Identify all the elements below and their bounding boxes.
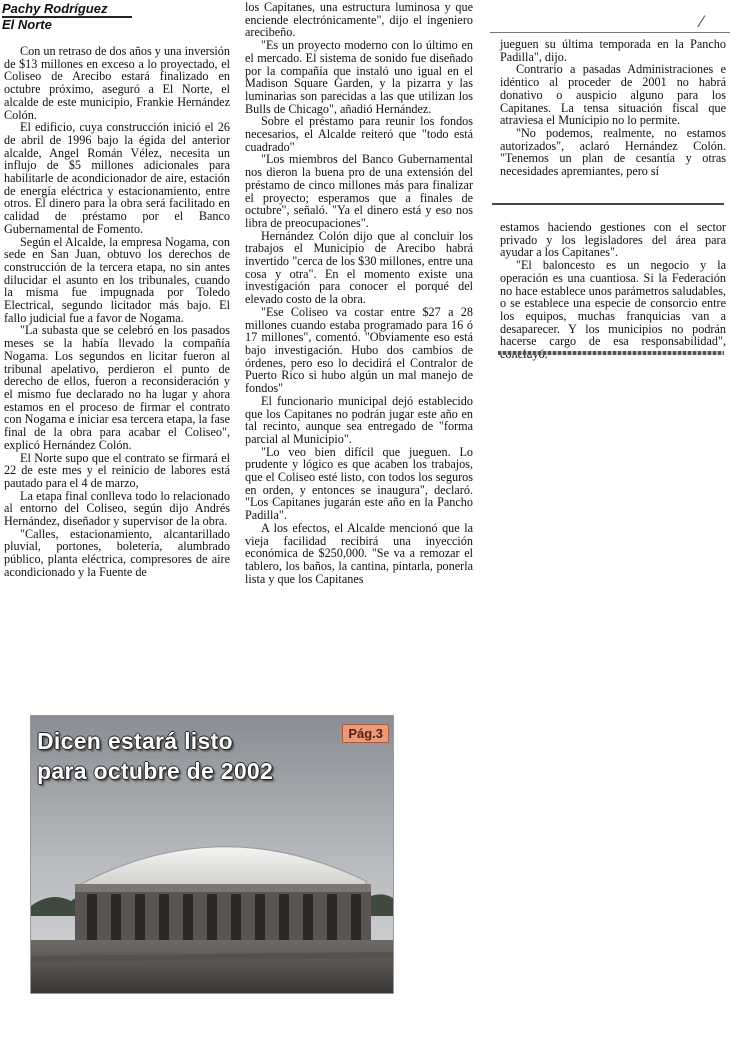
scan-mark: ⁄ — [700, 12, 703, 31]
page-badge: Pág.3 — [342, 724, 389, 743]
headline-line: para octubre de 2002 — [37, 758, 274, 784]
paragraph: estamos haciendo gestiones con el sector privado y los legisladores del área para ayudar a los Capitanes". — [500, 220, 726, 260]
paragraph: El funcionario municipal dejó establecido que los Capitanes no podrán jugar este año en tal recinto, aunque sea entregado de "forma parcial al Municipio". — [245, 393, 473, 446]
paragraph: "Los miembros del Banco Gubernamental nos dieron la buena pro de una extensión del préstamo de cinco millones más para finalizar el proyecto; esperamos que a finales de octubre", señaló. "Ya el dinero está y eso nos libra de preocupaciones". — [245, 152, 473, 230]
paragraph: Contrario a pasadas Administraciones e idéntico al proceder de 2001 no habrá donativo o auspicio alguno para los Capitanes. La tensa situación fiscal que atraviesa el Municipio no lo permite. — [500, 62, 726, 128]
paragraph: A los efectos, el Alcalde mencionó que la vieja facilidad recibirá una inyección económica de $250,000. "Se va a remozar el tablero, los baños, la cantina, pintarla, ponerla lista y que los Capitanes — [245, 520, 473, 586]
paragraph: Hernández Colón dijo que al concluir los trabajos el Municipio de Arecibo habrá invertido "cerca de los $30 millones, entre una cosa y otra". En el momento existe una investigación para conocer el porqué del elevado costo de la obra. — [245, 228, 473, 307]
headline-line: Dicen estará listo — [37, 728, 233, 754]
paragraph: La etapa final conlleva todo lo relacionado al entorno del Coliseo, según dijo Andrés Hernández, diseñador y supervisor de la obra. — [4, 488, 230, 529]
paragraph: "No podemos, realmente, no estamos autorizados", aclaró Hernández Colón. "Tenemos un plan de cesantía y otras necesidades apremiantes, pero sí — [500, 125, 726, 179]
coliseum-photo — [30, 715, 394, 994]
byline-author: Pachy Rodríguez — [2, 2, 132, 18]
paragraph: "La subasta que se celebró en los pasados meses se la había llevado la compañía Nogama. Los segundos en licitar fueron al tribunal apelativo, perdieron el punto de derecho de ellos, fueron a reconsideración y el mismo fue declarado no ha lugar y ahora estamos en el proceso de firmar el contrato con Nogama e iniciar esa tercera etapa, la fase final de la obra para acabar el Coliseo", explicó Hernández Colón. — [4, 323, 230, 452]
paragraph: "Calles, estacionamiento, alcantarillado pluvial, portones, boletería, alumbrado público, planta eléctrica, compresores de aire acondicionado y la Fuente de — [4, 526, 230, 579]
paragraph: "Ese Coliseo va costar entre $27 a 28 millones cuando estaba programado para 16 ó 17 millones", comentó. "Obviamente eso está bajo investigación. Hubo dos cambios de órdenes, pero eso lo decidirá el Contralor de Puerto Rico si hubo algún un mal manejo de fondos" — [245, 304, 473, 396]
clip-top-rule — [490, 32, 730, 33]
paragraph: "El baloncesto es un negocio y la operación es una cuantiosa. Si la Federación no hace establece unos parámetros saludables, o se establece una especie de consorcio entre los equipos, muchas franquicias van a desaparecer. Y los municipios no podrán hacerse cargo de esa responsabilidad", — [500, 258, 726, 349]
article-column-3-bottom — [500, 221, 726, 361]
ground — [31, 940, 393, 993]
byline-publication: El Norte — [2, 18, 132, 34]
byline — [2, 2, 132, 34]
clip-bottom-rule — [498, 351, 724, 355]
paragraph: Según el Alcalde, la empresa Nogama, con sede en San Juan, obtuvo los derechos de construcción de la tercera etapa, no sin antes dilucidar el asunto en los tribunales, cuando la misma fue impugnada por Toledo Electrical, segundo licitador más bajo. El fallo judicial fue a favor de Nogama. — [4, 234, 230, 325]
paragraph: El Norte supo que el contrato se firmará el 22 de este mes y el reinicio de labores está pautado para el 4 de marzo, — [4, 450, 230, 490]
paragraph: Sobre el préstamo para reunir los fondos necesarios, el Alcalde reiteró que "todo está cuadrado" — [245, 114, 473, 154]
paragraph: los Capitanes, una estructura luminosa y que enciende electrónicamente", dijo el ingeniero arecibeño. — [245, 0, 473, 40]
article-column-3-top — [500, 38, 726, 178]
photo-headline — [37, 726, 337, 786]
article-column-2 — [245, 1, 473, 585]
paragraph: "Lo veo bien difícil que jueguen. Lo prudente y lógico es que acaben los trabajos, que el Coliseo esté listo, con todos los seguros en orden, y entonces se inaugura", declaró. "Los Capitanes jugarán este año en la Pancho Padilla". — [245, 444, 473, 523]
paragraph: El edificio, cuya construcción inició el 26 de abril de 1996 bajo la égida del anterior alcalde, Angel Román Vélez, necesita un influjo de $5 millones adicionales para habilitarle de acondicionador de aire, estación de energía eléctrica y estacionamiento, entre otros. El dinero para la obra será facilitado en calidad de préstamo por el Banco Gubernamental de Fomento. — [4, 120, 230, 236]
clip-divider-rule — [492, 203, 724, 205]
paragraph: jueguen su última temporada en la Pancho Padilla", dijo. — [500, 37, 726, 64]
paragraph: Con un retraso de dos años y una inversión de $13 millones en exceso a lo proyectado, el Coliseo de Arecibo estará finalizado en octubre próximo, aseguró a El Norte, el alcalde de este municipio, Frankie Hernández Colón. — [4, 44, 230, 122]
article-column-1 — [4, 45, 230, 579]
paragraph: "Es un proyecto moderno con lo último en el mercado. El sistema de sonido fue diseñado por la compañía que instaló uno igual en el Madison Square Garden, y la pizarra y las luminarias son parecidas a las que utilizan los Bulls de Chicago", añadió Hernández. — [245, 38, 473, 116]
coliseum-band — [75, 884, 371, 892]
